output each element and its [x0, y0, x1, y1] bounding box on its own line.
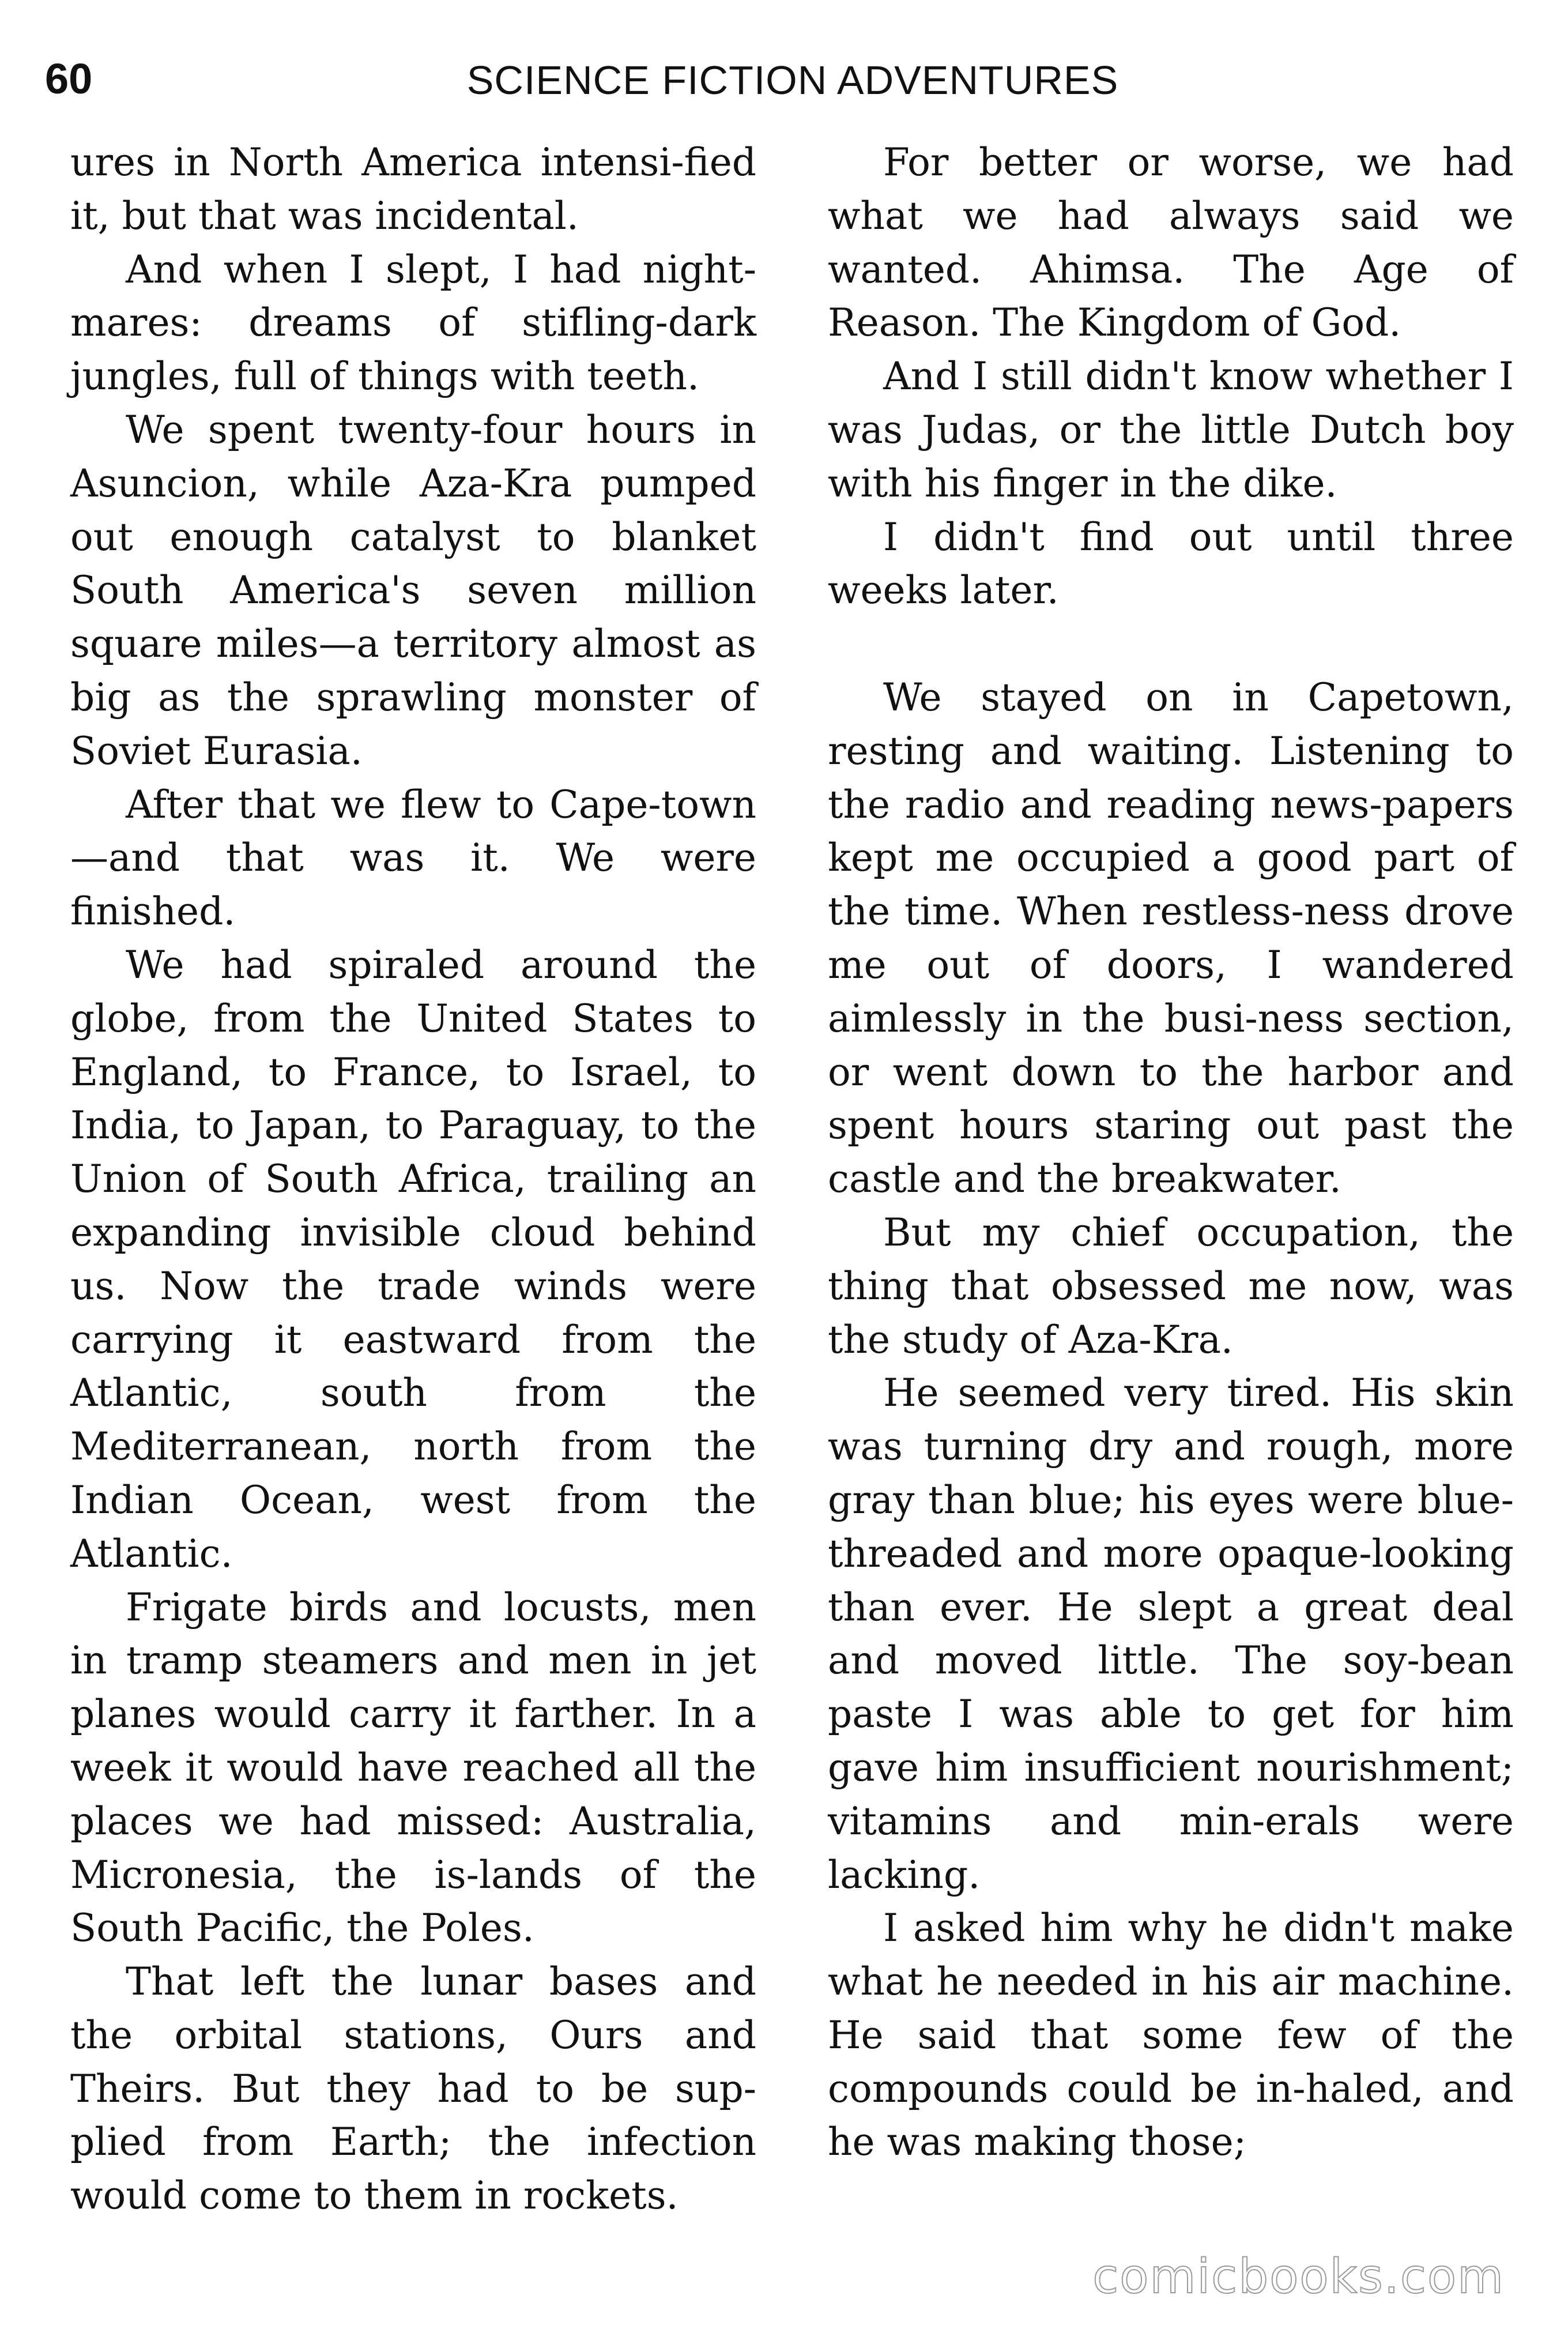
section-break-paragraph: We stayed on in Capetown, resting and waiting. Listening to the radio and reading news-papers kept me occupied a good part of the time. When restless-ness drove me out of doors, I wandered aimlessly in the busi-ness section, or went down to the harbor and spent hours staring out past the castle and the breakwater.	[828, 675, 1514, 1202]
paragraph: That left the lunar bases and the orbital stations, Ours and Theirs. But they had to be sup-plied from Earth; the infection would come to them in rockets.	[70, 1959, 756, 2218]
page-number: 60	[45, 55, 93, 103]
left-text-column	[70, 136, 756, 2223]
paragraph: I asked him why he didn't make what he needed in his air machine. He said that some few of the compounds could be in-haled, and he was making those;	[828, 1906, 1514, 2165]
paragraph: I didn't find out until three weeks later.	[828, 514, 1514, 613]
right-text-column	[828, 136, 1514, 2169]
paragraph: ures in North America intensi-fied it, but that was incidental.	[70, 140, 756, 238]
paragraph: We spent twenty-four hours in Asuncion, while Aza-Kra pumped out enough catalyst to blanket South America's seven million square miles—a territory almost as big as the sprawling monster of Soviet Eurasia.	[70, 407, 756, 773]
paragraph: After that we flew to Cape-town—and that was it. We were finished.	[70, 782, 756, 934]
paragraph: He seemed very tired. His skin was turning dry and rough, more gray than blue; his eyes were blue-threaded and more opaque-looking than ever. He slept a great deal and moved little. The soy-bean paste I was able to get for him gave him insufficient nourishment; vitamins and min-erals were lacking.	[828, 1371, 1514, 1897]
paragraph: We had spiraled around the globe, from the United States to England, to France, to Israel, to India, to Japan, to Paraguay, to the Union of South Africa, trailing an expanding invisible cloud behind us. Now the trade winds were carrying it eastward from the Atlantic, south from the Mediterranean, north from the Indian Ocean, west from the Atlantic.	[70, 942, 756, 1576]
running-header-title: SCIENCE FICTION ADVENTURES	[466, 58, 1119, 103]
paragraph: But my chief occupation, the thing that obsessed me now, was the study of Aza-Kra.	[828, 1210, 1514, 1362]
paragraph: For better or worse, we had what we had always said we wanted. Ahimsa. The Age of Reason. The Kingdom of God.	[828, 140, 1514, 345]
paragraph: Frigate birds and locusts, men in tramp steamers and men in jet planes would carry it farther. In a week it would have reached all the places we had missed: Australia, Micronesia, the is-lands of the South Pacific, the Poles.	[70, 1585, 756, 1951]
paragraph: And when I slept, I had night-mares: dreams of stifling-dark jungles, full of things with teeth.	[70, 247, 756, 399]
watermark-logo: comicbooks.com	[1092, 2249, 1505, 2304]
paragraph: And I still didn't know whether I was Judas, or the little Dutch boy with his finger in the dike.	[828, 354, 1514, 506]
